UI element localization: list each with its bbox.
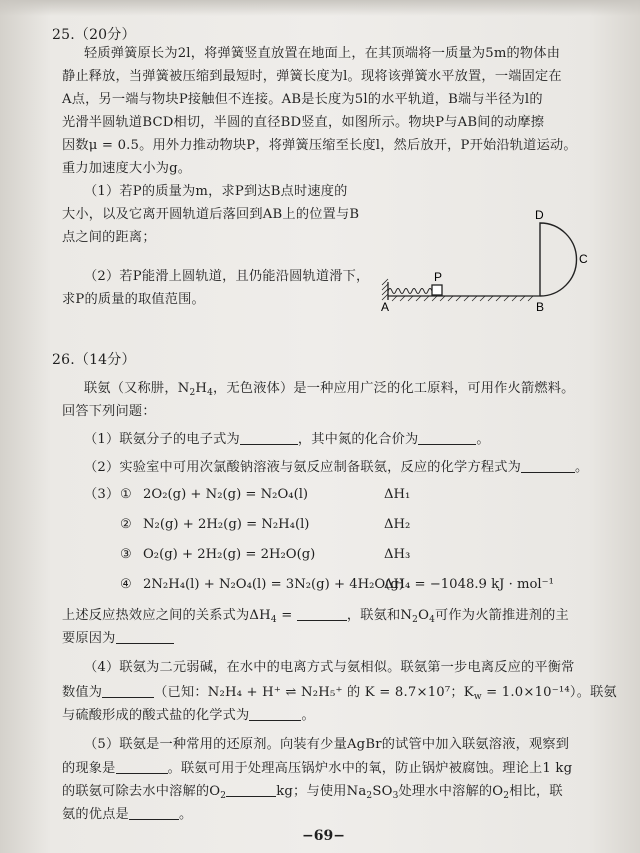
q25-part1-line-3: 点之间的距离； bbox=[62, 230, 156, 245]
q25-part1-line-2: 大小，以及它离开圆轨道后落回到AB上的位置与B bbox=[62, 207, 360, 222]
q25-line-2: 静止释放，当弹簧被压缩到最短时，弹簧长度为l。现将该弹簧水平放置，一端固定在 bbox=[62, 69, 562, 84]
q26-intro-line-2: 回答下列问题： bbox=[62, 404, 156, 419]
q25-line-1: 轻质弹簧原长为2l，将弹簧竖直放置在地面上，在其顶端将一质量为5m的物体由 bbox=[84, 46, 561, 61]
track-hatch bbox=[392, 296, 533, 301]
answer-blank-2 bbox=[418, 431, 476, 445]
q26-number: 26.（14分） bbox=[52, 352, 136, 368]
answer-blank-6 bbox=[102, 684, 154, 698]
q26-part3-relation: 上述反应热效应之间的关系式为$\Delta H_4$ = ，联氨和$N_2O_4$可作为火箭推进剂的主 bbox=[62, 608, 569, 625]
q26-part3-label: （3） bbox=[84, 487, 120, 502]
q25-part1-line-1: （1）若P的质量为m，求P到达B点时速度的 bbox=[84, 184, 348, 199]
page-top-edge bbox=[0, 0, 640, 16]
q25-part2-line-1: （2）若P能滑上圆轨道，且仍能沿圆轨道滑下， bbox=[84, 269, 370, 284]
answer-blank-3 bbox=[521, 459, 575, 473]
label-p: P bbox=[434, 270, 443, 284]
spring bbox=[388, 289, 432, 294]
q26-part4-line-1: （4）联氨为二元弱碱，在水中的电离方式与氨相似。联氨第一步电离反应的平衡常 bbox=[84, 660, 575, 675]
answer-blank-8 bbox=[116, 760, 168, 774]
answer-blank-5 bbox=[116, 630, 174, 644]
q26-part5-line-2: 的现象是 。联氨可用于处理高压锅炉水中的氧，防止锅炉被腐蚀。理论上1 kg bbox=[62, 761, 573, 776]
q26-part5-line-1: （5）联氨是一种常用的还原剂。向装有少量AgBr的试管中加入联氨溶液，观察到 bbox=[84, 737, 570, 752]
equation-2: N₂(g) + 2H₂(g) = N₂H₄(l) bbox=[143, 517, 310, 532]
label-d: D bbox=[535, 208, 544, 222]
q26-part5-line-3: 的联氨可除去水中溶解的$O_2$ kg；与使用$Na_2SO_3$处理水中溶解的$O_2$相比，联 bbox=[62, 784, 563, 801]
answer-blank-7 bbox=[249, 707, 301, 721]
block-p bbox=[432, 285, 442, 295]
q26-part4-line-2: 数值为 （已知：N₂H₄ + H⁺ ⇌ N₂H₅⁺ 的 K = 8.7×10⁷；$K_w = 1.0\times 10^{-14}$）。联氨 bbox=[62, 685, 617, 702]
equation-4-dh: ΔH₄ = −1048.9 kJ · mol⁻¹ bbox=[384, 577, 554, 592]
label-c: C bbox=[579, 252, 588, 266]
equation-3-dh: ΔH₃ bbox=[384, 547, 411, 562]
wall-hatch bbox=[382, 279, 388, 300]
q26-part4-line-3: 与硫酸形成的酸式盐的化学式为 。 bbox=[62, 708, 315, 723]
label-a: A bbox=[381, 300, 390, 314]
answer-blank-10 bbox=[129, 806, 179, 820]
q26-intro-line-1: 联氨（又称肼，$N_2H_4$，无色液体）是一种应用广泛的化工原料，可用作火箭燃料。 bbox=[84, 381, 575, 398]
q25-part2-line-2: 求P的质量的取值范围。 bbox=[62, 292, 205, 307]
equation-1-dh: ΔH₁ bbox=[384, 487, 411, 502]
q25-line-5: 因数μ = 0.5。用外力推动物块P，将弹簧压缩至长度l，然后放开，P开始沿轨道运动。 bbox=[62, 138, 577, 153]
q25-line-6: 重力加速度大小为g。 bbox=[62, 161, 192, 176]
equation-3-number: ③ bbox=[120, 547, 132, 562]
equation-4: 2N₂H₄(l) + N₂O₄(l) = 3N₂(g) + 4H₂O(g) bbox=[143, 577, 404, 592]
equation-1-number: ① bbox=[120, 487, 132, 502]
track-diagram bbox=[378, 205, 588, 315]
semicircle-track bbox=[540, 223, 577, 296]
equation-2-dh: ΔH₂ bbox=[384, 517, 411, 532]
q25-line-4: 光滑半圆轨道BCD相切，半圆的直径BD竖直，如图所示。物块P与AB间的动摩擦 bbox=[62, 115, 545, 130]
equation-1: 2O₂(g) + N₂(g) = N₂O₄(l) bbox=[143, 487, 309, 502]
q25-line-3: A点，另一端与物块P接触但不连接。AB是长度为5l的水平轨道，B端与半径为l的 bbox=[62, 92, 543, 107]
equation-3: O₂(g) + 2H₂(g) = 2H₂O(g) bbox=[143, 547, 316, 562]
answer-blank-4 bbox=[297, 607, 347, 621]
equation-4-number: ④ bbox=[120, 577, 132, 592]
label-b: B bbox=[536, 300, 545, 314]
q26-part5-line-4: 氨的优点是 。 bbox=[62, 807, 193, 822]
answer-blank-1 bbox=[240, 431, 298, 445]
answer-blank-9 bbox=[226, 783, 276, 797]
page-number: −69− bbox=[302, 828, 345, 844]
q26-part1: （1）联氨分子的电子式为 ，其中氮的化合价为 。 bbox=[84, 432, 490, 447]
q26-part2: （2）实验室中可用次氯酸钠溶液与氨反应制备联氨，反应的化学方程式为 。 bbox=[84, 460, 589, 475]
q26-part3-reason: 要原因为 bbox=[62, 630, 174, 647]
equation-2-number: ② bbox=[120, 517, 132, 532]
q25-number: 25.（20分） bbox=[52, 27, 136, 43]
